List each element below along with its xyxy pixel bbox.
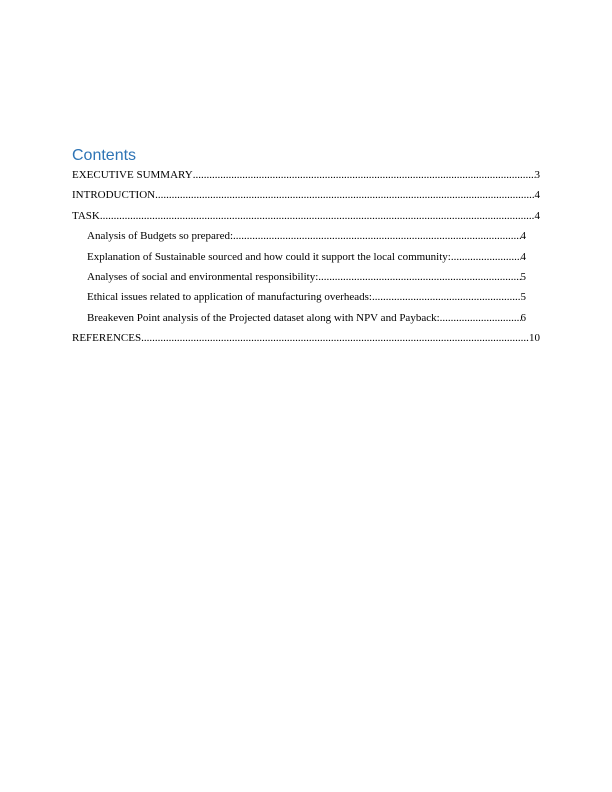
toc-entry-breakeven-analysis[interactable] (72, 311, 526, 331)
toc-entry-title: EXECUTIVE SUMMARY (72, 169, 193, 181)
toc-page-number: 5 (520, 291, 526, 304)
toc-entry-analysis-of-budgets[interactable] (72, 229, 526, 249)
toc-entry-title: Explanation of Sustainable sourced and how could it support the local community: (87, 250, 451, 263)
toc-dot-leader (318, 270, 520, 284)
toc-dot-leader (440, 311, 521, 325)
contents-heading: Contents (72, 147, 137, 164)
toc-entry-title: Analysis of Budgets so prepared: (87, 230, 234, 243)
toc-dot-leader (372, 290, 521, 304)
toc-page-number: 4 (534, 189, 540, 202)
toc-entry-executive-summary[interactable] (72, 168, 540, 188)
toc-entry-title: INTRODUCTION (72, 189, 156, 202)
toc-entry-title: Breakeven Point analysis of the Projected dataset along with NPV and Payback: (87, 311, 440, 324)
toc-dot-leader (233, 229, 520, 243)
toc-entry-title: TASK (72, 209, 100, 222)
toc-page-number: 4 (534, 209, 540, 222)
toc-entry-sustainable-sourcing[interactable] (72, 250, 526, 270)
toc-entry-task[interactable] (72, 209, 540, 229)
toc-page-number: 6 (520, 311, 526, 324)
toc-dot-leader (155, 188, 534, 202)
toc-entry-introduction[interactable] (72, 188, 540, 208)
table-of-contents (72, 168, 540, 352)
toc-entry-references[interactable] (72, 331, 540, 351)
toc-dot-leader (100, 209, 535, 223)
toc-dot-leader (193, 168, 535, 182)
toc-entry-social-environmental[interactable] (72, 270, 526, 290)
toc-page-number: 5 (520, 270, 526, 283)
toc-page-number: 10 (529, 332, 540, 345)
toc-page-number: 3 (534, 169, 540, 181)
toc-entry-title: REFERENCES (72, 332, 142, 345)
toc-entry-title: Analyses of social and environmental responsibility: (87, 270, 319, 283)
toc-entry-ethical-issues[interactable] (72, 290, 526, 310)
toc-dot-leader (141, 331, 529, 345)
toc-dot-leader (451, 250, 521, 264)
toc-page-number: 4 (520, 250, 526, 263)
toc-entry-title: Ethical issues related to application of manufacturing overheads: (87, 291, 372, 304)
toc-page-number: 4 (520, 230, 526, 243)
